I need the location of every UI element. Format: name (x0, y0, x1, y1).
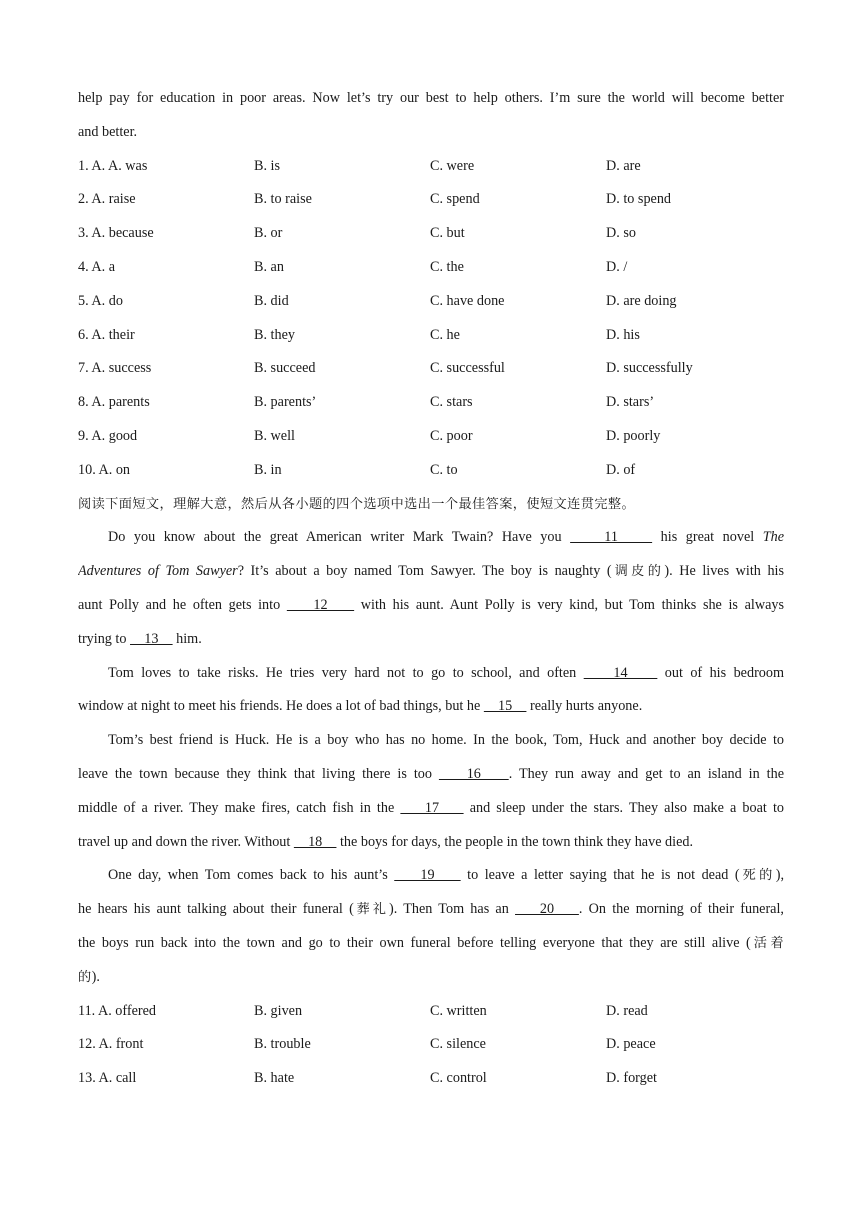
question-row (78, 1028, 784, 1062)
question-row (78, 183, 784, 217)
option-c: C. stars (430, 394, 473, 411)
option-a: 3. A. because (78, 225, 154, 242)
passage-text: aunt Polly and he often gets into (78, 596, 287, 613)
passage-text: the boys for days, the people in the town think they have died. (336, 833, 694, 850)
option-a: 11. A. offered (78, 1002, 157, 1019)
passage-text: Tom loves to take risks. He tries very hard not to go to school, and often (108, 664, 584, 681)
gloss-cn: 活着 (750, 935, 784, 951)
option-d: D. of (606, 461, 636, 478)
option-b: B. trouble (254, 1036, 311, 1053)
option-a: 4. A. a (78, 258, 116, 275)
passage-text: ). He lives with his (664, 563, 784, 580)
option-b: B. an (254, 258, 284, 275)
option-b: B. they (254, 326, 295, 343)
passage-text: leave the town because they think that living there is too (78, 765, 439, 782)
passage-text: really hurts anyone. (526, 698, 643, 715)
passage-text: trying to (78, 630, 131, 647)
question-row (78, 420, 784, 454)
option-c: C. silence (430, 1036, 486, 1053)
option-d: D. forget (606, 1070, 657, 1087)
question-row (78, 285, 784, 319)
passage-text: ), (775, 867, 784, 884)
option-b: B. parents’ (254, 394, 317, 411)
question-row (78, 150, 784, 184)
option-d: D. poorly (606, 427, 661, 444)
option-c: C. have done (430, 292, 505, 309)
blank-12: 12 (286, 596, 355, 613)
passage-text: his great novel (652, 529, 763, 546)
passage-line (78, 859, 784, 893)
option-b: B. to raise (254, 191, 312, 208)
section-instruction: 阅读下面短文，理解大意，然后从各小题的四个选项中选出一个最佳答案，使短文连贯完整。 (78, 496, 636, 512)
blank-20: 20 (515, 901, 579, 918)
option-d: D. stars’ (606, 394, 655, 411)
passage-text: out of his bedroom (657, 664, 784, 681)
passage-line (78, 758, 784, 792)
gloss-cn: 的 (78, 969, 92, 985)
question-row (78, 1062, 784, 1096)
option-a: 8. A. parents (78, 394, 150, 411)
option-a: 1. A. A. was (78, 157, 148, 174)
blank-14: 14 (583, 664, 658, 681)
option-b: B. hate (254, 1070, 295, 1087)
passage-text: to leave a letter saying that he is not dead ( (460, 867, 740, 884)
blank-11: 11 (570, 529, 653, 546)
passage-text: . On the morning of their funeral, (578, 901, 784, 918)
gloss-cn: 调皮的 (611, 564, 665, 580)
option-a: 13. A. call (78, 1070, 137, 1087)
option-d: D. are (606, 157, 641, 174)
passage-text: ). Then Tom has an (388, 901, 516, 918)
option-b: B. is (254, 157, 281, 174)
option-d: D. are doing (606, 292, 677, 309)
option-d: D. successfully (606, 360, 693, 377)
blank-17: 17 (400, 799, 464, 816)
passage-line (78, 792, 784, 826)
gloss-cn: 死的 (739, 868, 776, 884)
passage-text: he hears his aunt talking about their funeral ( (78, 901, 354, 918)
option-d: D. his (606, 326, 640, 343)
intro-line-2: and better. (78, 123, 138, 140)
passage-text: the boys run back into the town and go to their own funeral before telling everyone that they are still alive ( (78, 934, 751, 951)
question-row (78, 352, 784, 386)
option-c: C. the (430, 258, 464, 275)
intro-line-1: help pay for education in poor areas. Now let’s try our best to help others. I’m sure the world will become better (78, 90, 784, 106)
question-row (78, 454, 784, 488)
option-b: B. well (254, 427, 295, 444)
book-title: Adventures of Tom Sawyer (78, 563, 238, 580)
option-c: C. were (430, 157, 475, 174)
blank-18: 18 (293, 833, 337, 850)
question-list-1-10 (78, 150, 784, 488)
passage-line (78, 961, 784, 995)
passage-text: Do you know about the great American writer Mark Twain? Have you (108, 529, 571, 546)
passage-line: Tom’s best friend is Huck. He is a boy who has no home. In the book, Tom, Huck and another boy decide to (108, 732, 784, 749)
option-c: C. successful (430, 360, 505, 377)
option-b: B. in (254, 461, 282, 478)
blank-15: 15 (483, 698, 527, 715)
blank-16: 16 (438, 765, 509, 782)
option-d: D. to spend (606, 191, 672, 208)
question-row (78, 319, 784, 353)
question-row (78, 251, 784, 285)
option-c: C. but (430, 225, 465, 242)
question-row (78, 386, 784, 420)
option-d: D. peace (606, 1036, 656, 1053)
option-c: C. poor (430, 427, 473, 444)
option-c: C. to (430, 461, 458, 478)
option-b: B. did (254, 292, 289, 309)
option-c: C. he (430, 326, 460, 343)
passage-line (78, 623, 784, 657)
passage-line (78, 555, 784, 589)
passage-line (78, 826, 784, 860)
passage-line (78, 521, 784, 555)
option-b: B. succeed (254, 360, 316, 377)
passage-line (78, 589, 784, 623)
option-a: 5. A. do (78, 292, 123, 309)
passage-text: . They run away and get to an island in the (508, 765, 784, 782)
option-a: 2. A. raise (78, 191, 136, 208)
passage-text: and sleep under the stars. They also make a boat to (463, 799, 784, 816)
option-c: C. spend (430, 191, 480, 208)
option-d: D. so (606, 225, 636, 242)
option-d: D. read (606, 1002, 648, 1019)
option-a: 7. A. success (78, 360, 152, 377)
option-d: D. / (606, 258, 628, 275)
option-c: C. control (430, 1070, 487, 1087)
option-a: 12. A. front (78, 1036, 144, 1053)
page-content (78, 82, 784, 1096)
passage-line (78, 927, 784, 961)
book-title: The (762, 529, 784, 546)
gloss-cn: 葬礼 (353, 902, 389, 918)
option-b: B. or (254, 225, 283, 242)
passage-text: ). (91, 968, 100, 985)
passage-text: window at night to meet his friends. He does a lot of bad things, but he (78, 698, 484, 715)
option-b: B. given (254, 1002, 303, 1019)
passage-text: him. (172, 630, 202, 647)
blank-19: 19 (394, 867, 461, 884)
option-c: C. written (430, 1002, 487, 1019)
passage-line (78, 893, 784, 927)
question-row (78, 217, 784, 251)
passage-text: One day, when Tom comes back to his aunt’s (108, 867, 395, 884)
passage-text: with his aunt. Aunt Polly is very kind, but Tom thinks she is always (354, 596, 784, 613)
option-a: 6. A. their (78, 326, 135, 343)
passage-text: middle of a river. They make fires, catch fish in the (78, 799, 401, 816)
question-list-11-13 (78, 995, 784, 1096)
question-row (78, 995, 784, 1029)
blank-13: 13 (130, 630, 173, 647)
option-a: 9. A. good (78, 427, 138, 444)
passage-line (78, 657, 784, 691)
passage-text: travel up and down the river. Without (78, 833, 294, 850)
passage-line (78, 690, 784, 724)
passage-text: ? It’s about a boy named Tom Sawyer. The boy is naughty ( (237, 563, 612, 580)
option-a: 10. A. on (78, 461, 131, 478)
